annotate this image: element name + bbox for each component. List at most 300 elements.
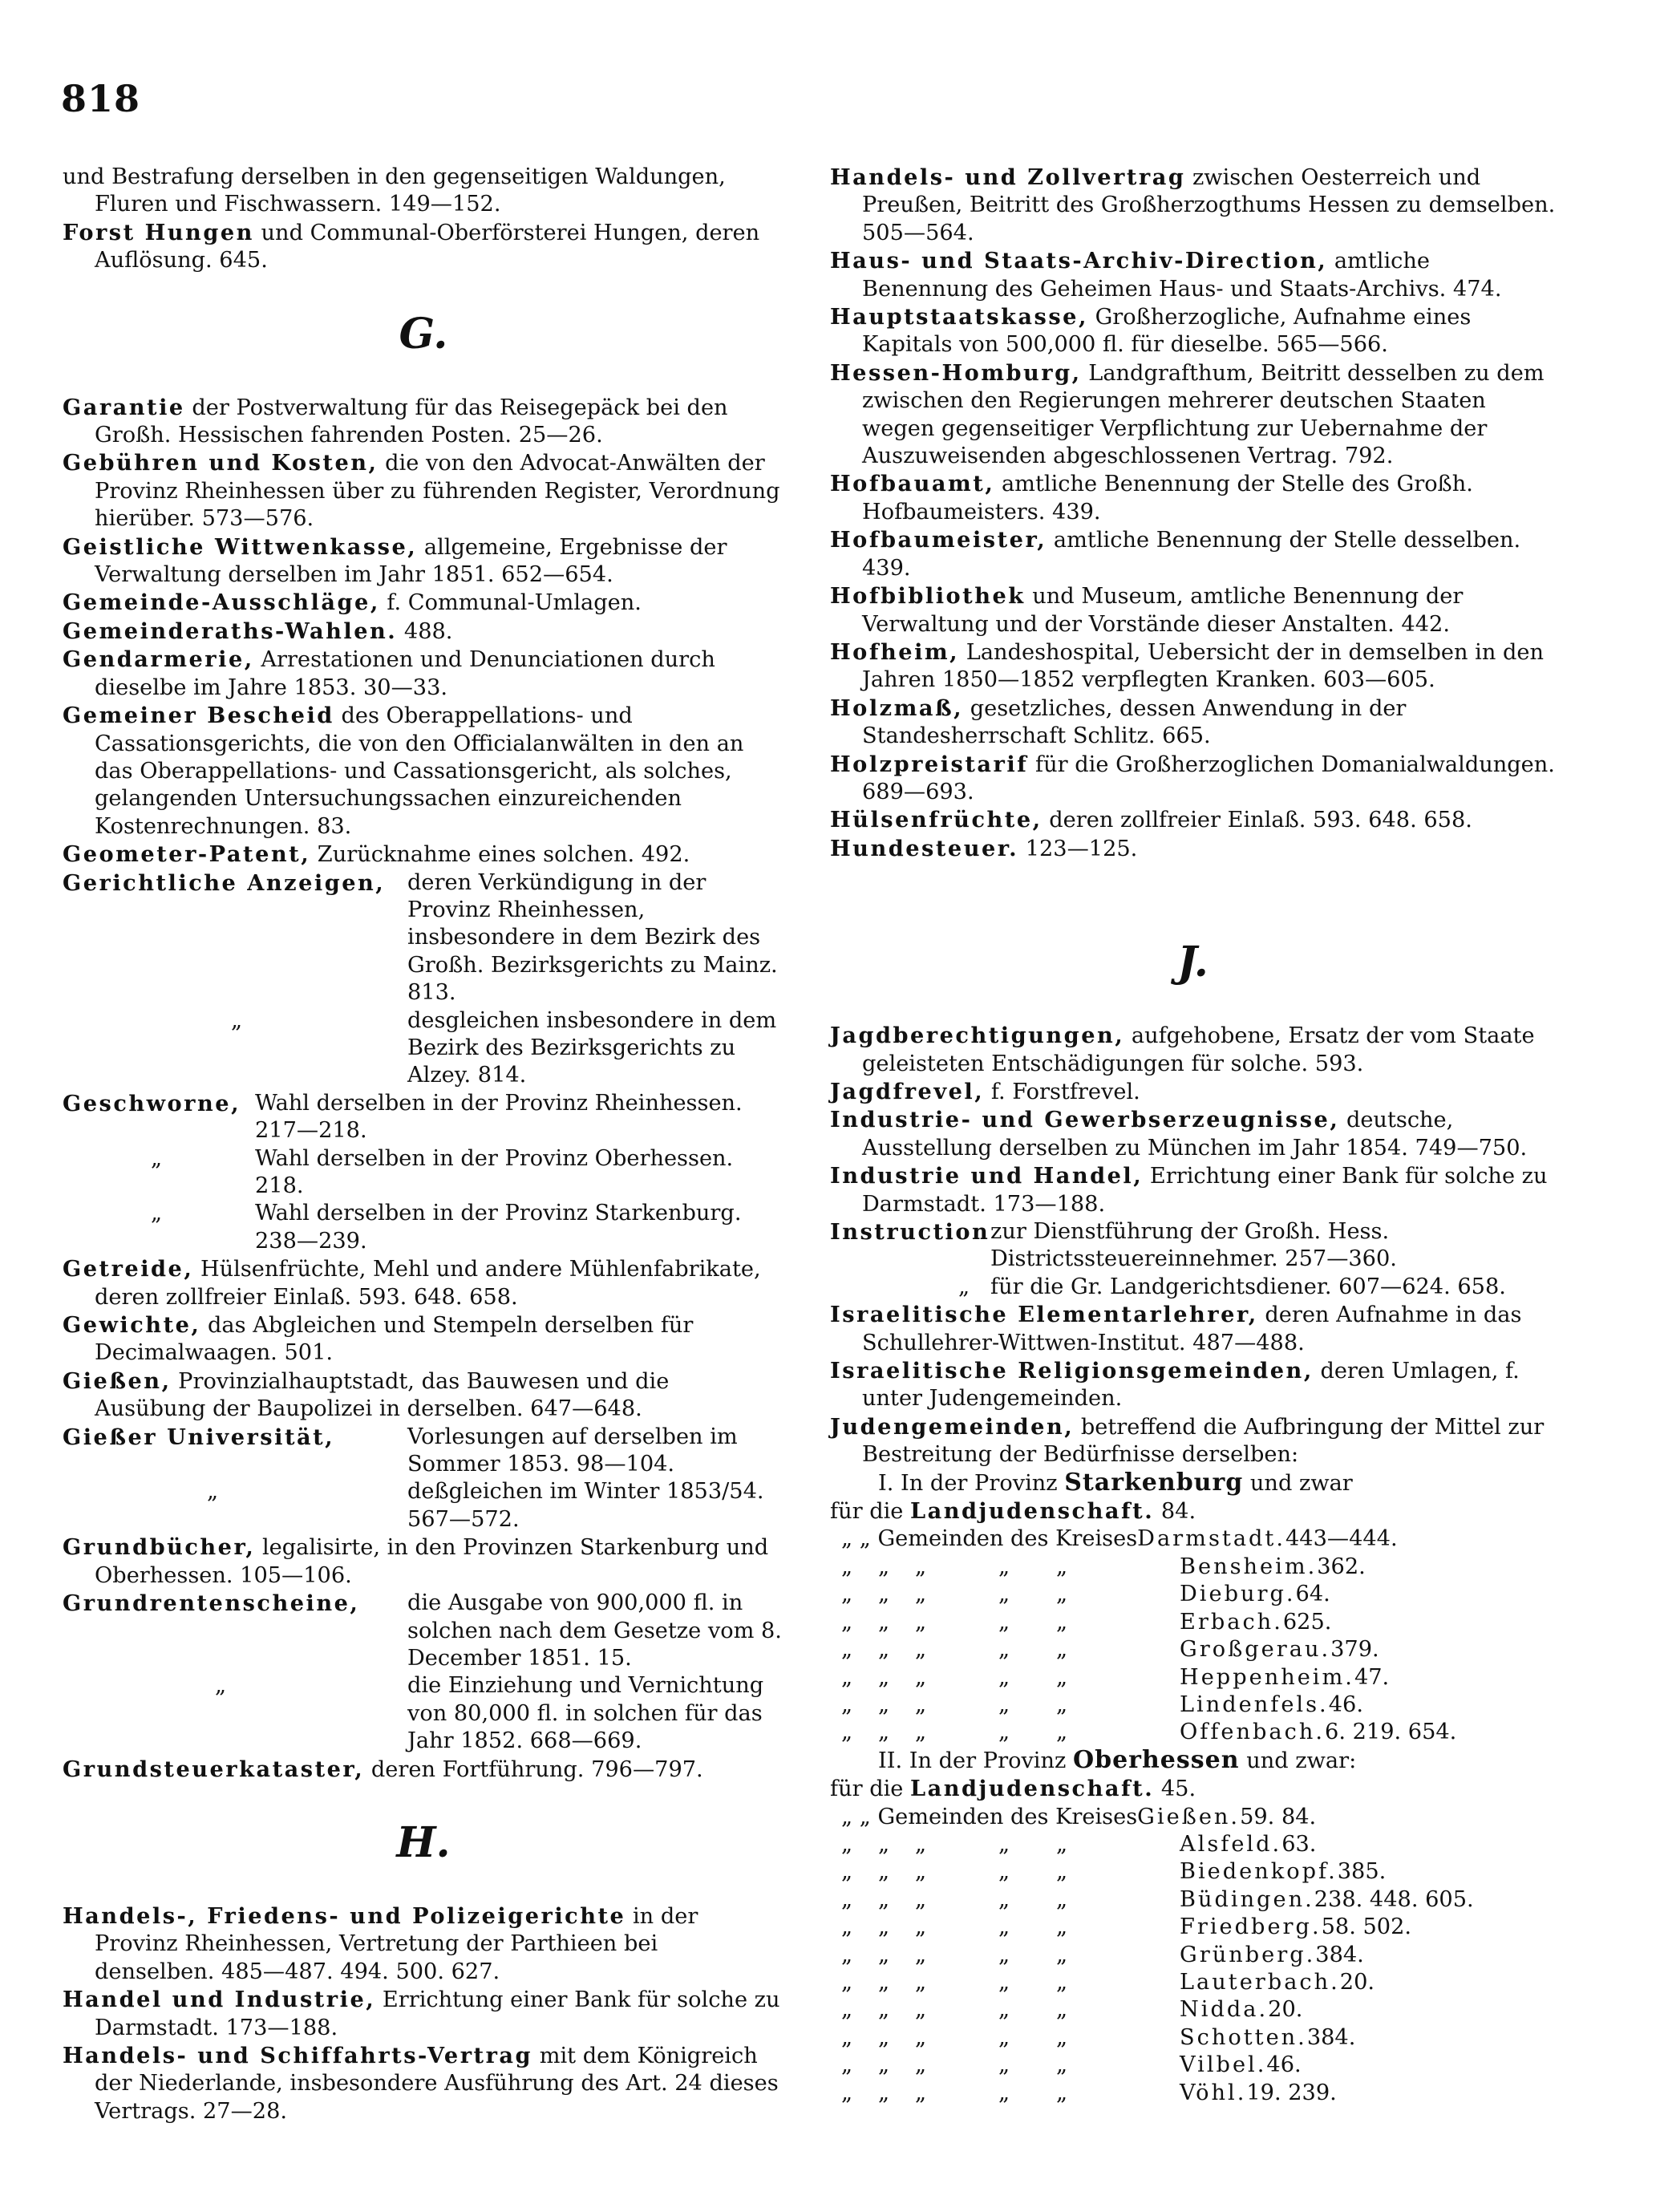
index-entry — [63, 219, 784, 275]
ditto-mark: „ — [1056, 1582, 1068, 1607]
province-intro — [830, 1469, 1556, 1497]
row-prefix: „ „ Gemeinden des Kreises — [841, 1804, 1138, 1829]
ditto-mark: „ — [915, 1637, 927, 1663]
district-list-starkenburg — [830, 1554, 1556, 1747]
entry-keyword: Hundesteuer. — [830, 835, 1019, 861]
ditto-mark: „ — [878, 1886, 890, 1912]
ditto-mark: „ — [841, 1859, 853, 1885]
entry-text: in der Provinz Rheinhessen, Vertretung der Parthieen bei denselben. 485—487. 494. 500. 627. — [95, 1903, 698, 1984]
entry-text: aufgehobene, Ersatz der vom Staate geleisteten Entschädigungen für solche. 593. — [862, 1023, 1535, 1076]
district-row — [830, 1969, 1556, 1996]
ditto-mark: „ — [998, 2080, 1010, 2105]
landjudenschaft-line — [830, 1775, 1556, 1803]
index-entry — [830, 526, 1556, 582]
entry-text: mit dem Königreich der Niederlande, insbesondere Ausführung des Art. 24 dieses Vertrags. 27—28. — [95, 2043, 779, 2124]
ditto-mark: „ — [1056, 1664, 1068, 1690]
section-heading-h: H. — [396, 1817, 451, 1867]
ditto-mark: „ — [878, 2024, 890, 2050]
entry-keyword: Handels-, Friedens- und Polizeigerichte — [63, 1902, 626, 1929]
index-subentry — [63, 1145, 784, 1201]
entry-keyword: Haus- und Staats-Archiv-Direction, — [830, 248, 1328, 274]
index-subentry — [63, 1672, 784, 1755]
district-name: Vilbel. — [1180, 2052, 1267, 2078]
ditto-mark: „ — [878, 1720, 890, 1745]
entry-text: und Museum, amtliche Benennung der Verwaltung und der Vorstände dieser Anstalten. 442. — [862, 584, 1464, 637]
entry-text: Arrestationen und Denunciationen durch dieselbe im Jahre 1853. 30—33. — [95, 647, 715, 700]
page-ref: 59. 84. — [1240, 1804, 1317, 1829]
row-indent — [1109, 1664, 1180, 1691]
ditto-mark: „ — [151, 1145, 163, 1171]
page-ref: 238. 448. 605. — [1314, 1886, 1474, 1912]
ditto-mark: „ — [998, 2052, 1010, 2078]
ditto-mark: „ — [878, 1691, 890, 1717]
entry-text: 123—125. — [1018, 836, 1138, 861]
index-entry — [830, 303, 1556, 359]
ditto-mark: „ — [841, 1691, 853, 1717]
index-entry-instruction — [830, 1218, 1556, 1274]
ditto-mark: „ — [915, 1886, 927, 1912]
ditto-mark: „ — [915, 1997, 927, 2023]
ditto-mark: „ — [878, 1969, 890, 1995]
entry-keyword: Getreide, — [63, 1256, 194, 1282]
ditto-mark: „ — [841, 1969, 853, 1995]
ditto-mark: „ — [1056, 1969, 1068, 1995]
entry-text: Wahl derselben in der Provinz Starkenburg. 238—239. — [255, 1201, 742, 1254]
index-entry: und Bestrafung derselben in den gegenseitigen Waldungen, Fluren und Fischwassern. 149—152. — [63, 164, 726, 217]
index-entry — [63, 618, 784, 646]
entry-keyword: Hofbaumeister, — [830, 527, 1047, 553]
entry-text: deren Verkündigung in der Provinz Rheinhessen, insbesondere in dem Bezirk des Großh. Bezirksgerichts zu Mainz. 813. — [407, 869, 778, 1006]
index-entry — [63, 1986, 784, 2042]
row-indent — [1109, 2024, 1180, 2052]
index-entry — [830, 247, 1556, 303]
district-name: Nidda. — [1180, 1997, 1269, 2023]
entry-text: zwischen Oesterreich und Preußen, Beitritt des Großherzogthums Hessen zu demselben. 505—564. — [862, 165, 1556, 245]
entry-keyword: Hofbauamt, — [830, 471, 995, 497]
page-ref: 46. — [1328, 1691, 1363, 1717]
ditto-mark: „ — [1056, 1637, 1068, 1663]
entry-keyword: Gerichtliche Anzeigen, — [63, 869, 386, 896]
entry-text: amtliche Benennung des Geheimen Haus- und Staats-Archivs. 474. — [862, 249, 1502, 302]
entry-keyword: Landjudenschaft. — [910, 1776, 1155, 1802]
entry-text: legalisirte, in den Provinzen Starkenburg und Oberhessen. 105—106. — [95, 1535, 769, 1588]
ditto-mark: „ — [915, 1942, 927, 1967]
ditto-mark: „ — [841, 1609, 853, 1635]
ditto-mark: „ — [878, 1637, 890, 1663]
district-row — [830, 1886, 1556, 1914]
entry-text: amtliche Benennung der Stelle des Großh. Hofbaumeisters. 439. — [862, 472, 1473, 525]
ditto-mark: „ — [1056, 1831, 1068, 1857]
entry-text: Provinzialhauptstadt, das Bauwesen und die Ausübung der Baupolizei in derselben. 647—648. — [95, 1368, 670, 1422]
entry-keyword: Hessen-Homburg, — [830, 359, 1082, 386]
entry-text: f. Forstfrevel. — [984, 1079, 1140, 1104]
ditto-mark: „ — [841, 2052, 853, 2078]
landjudenschaft-line — [830, 1497, 1556, 1525]
entry-keyword: Geometer-Patent, — [63, 841, 311, 868]
entry-keyword: Handel und Industrie, — [63, 1987, 376, 2013]
ditto-mark: „ — [998, 1582, 1010, 1607]
page-ref: 19. 239. — [1246, 2080, 1337, 2105]
index-entry — [830, 1413, 1556, 1469]
index-entry — [830, 1162, 1556, 1218]
ditto-mark: „ — [998, 1969, 1010, 1995]
entry-text: deßgleichen im Winter 1853/54. 567—572. — [407, 1479, 764, 1532]
intro-text: I. In der Provinz — [878, 1470, 1065, 1496]
district-list-oberhessen — [830, 1831, 1556, 2107]
ditto-mark: „ — [1056, 1691, 1068, 1717]
entry-keyword: Holzpreistarif — [830, 751, 1029, 777]
entry-keyword: Grundrentenscheine, — [63, 1590, 360, 1617]
entry-keyword: Landjudenschaft. — [910, 1498, 1155, 1525]
ditto-mark: „ — [998, 1914, 1010, 1940]
district-row — [830, 1664, 1556, 1691]
ditto-mark: „ — [915, 1859, 927, 1885]
index-subentry — [63, 1478, 784, 1533]
index-entry — [63, 1533, 784, 1590]
district-name: Biedenkopf. — [1180, 1859, 1338, 1885]
ditto-mark: „ — [915, 1691, 927, 1717]
row-indent — [1109, 2052, 1180, 2079]
entry-text: 488. — [397, 618, 453, 644]
index-entry — [830, 582, 1556, 638]
district-row — [830, 2052, 1556, 2079]
ditto-mark: „ — [878, 1859, 890, 1885]
entry-text: Großherzogliche, Aufnahme eines Kapitals von 500,000 fl. für dieselbe. 565—566. — [862, 305, 1472, 358]
ditto-mark: „ — [878, 1831, 890, 1857]
ditto-mark: „ — [1056, 1859, 1068, 1885]
index-entry-universitaet — [63, 1424, 784, 1479]
district-name: Erbach. — [1180, 1609, 1283, 1635]
index-entry — [830, 1357, 1556, 1413]
page-ref: 47. — [1354, 1664, 1390, 1690]
district-name: Darmstadt. — [1137, 1526, 1285, 1552]
ditto-mark: „ — [841, 1914, 853, 1940]
page-ref: 385. — [1337, 1859, 1387, 1885]
ditto-mark: „ — [878, 1942, 890, 1967]
line-text: für die — [830, 1776, 911, 1802]
ditto-mark: „ — [878, 1554, 890, 1579]
index-entry — [63, 2042, 784, 2125]
page-ref: 45. — [1154, 1776, 1196, 1802]
district-name: Vöhl. — [1180, 2080, 1247, 2105]
ditto-mark: „ — [998, 1554, 1010, 1579]
page-number: 818 — [61, 77, 141, 120]
district-row — [830, 1831, 1556, 1858]
ditto-mark: „ — [998, 1997, 1010, 2023]
page-ref: 20. — [1268, 1997, 1303, 2023]
entry-keyword: Judengemeinden, — [830, 1413, 1075, 1440]
index-entry-grundrenten — [63, 1590, 784, 1672]
page-ref: 443—444. — [1285, 1526, 1398, 1552]
entry-text: amtliche Benennung der Stelle desselben. 439. — [862, 528, 1521, 581]
district-row — [830, 1804, 1556, 1831]
ditto-mark: „ — [915, 1554, 927, 1579]
district-row — [830, 1554, 1556, 1581]
entry-text: deren Umlagen, f. unter Judengemeinden. — [862, 1359, 1520, 1412]
entry-keyword: Hofheim, — [830, 638, 960, 665]
index-entry-geschworne — [63, 1090, 784, 1145]
entry-keyword: Forst Hungen — [63, 219, 254, 245]
district-name: Friedberg. — [1180, 1914, 1322, 1940]
intro-text: und zwar — [1243, 1470, 1353, 1496]
index-entry — [63, 449, 784, 533]
index-entry — [830, 1301, 1556, 1357]
index-entry — [63, 702, 784, 841]
ditto-mark: „ — [998, 1609, 1010, 1635]
district-name: Dieburg. — [1180, 1582, 1296, 1607]
entry-keyword: Grundbücher, — [63, 1534, 256, 1561]
ditto-mark: „ — [878, 2052, 890, 2078]
index-entry — [830, 835, 1556, 863]
page-ref: 379. — [1330, 1637, 1379, 1663]
district-name: Großgerau. — [1180, 1637, 1331, 1663]
entry-text: Errichtung einer Bank für solche zu Darmstadt. 173—188. — [862, 1164, 1548, 1217]
entry-text: die von den Advocat-Anwälten der Provinz Rheinhessen über zu führenden Register, Verordnung hierüber. 573—576. — [95, 451, 780, 532]
province-name: Oberhessen — [1072, 1745, 1240, 1774]
entry-text: Errichtung einer Bank für solche zu Darmstadt. 173—188. — [95, 1987, 780, 2040]
district-name: Bensheim. — [1180, 1554, 1318, 1579]
ditto-mark: „ — [151, 1201, 163, 1226]
entry-text: Hülsenfrüchte, Mehl und andere Mühlenfabrikate, deren zollfreier Einlaß. 593. 648. 658. — [95, 1257, 761, 1310]
entry-keyword: Jagdfrevel, — [830, 1078, 985, 1104]
index-entry — [830, 470, 1556, 526]
ditto-mark: „ — [207, 1479, 219, 1505]
district-row — [830, 1691, 1556, 1719]
district-name: Lauterbach. — [1180, 1969, 1340, 1995]
entry-text: allgemeine, Ergebnisse der Verwaltung derselben im Jahr 1851. 652—654. — [95, 534, 727, 588]
entry-text: das Abgleichen und Stempeln derselben für Decimalwaagen. 501. — [95, 1313, 694, 1366]
page-ref: 64. — [1295, 1582, 1330, 1607]
index-entry — [830, 695, 1556, 751]
entry-keyword: Hofbibliothek — [830, 583, 1026, 610]
entry-text: Wahl derselben in der Provinz Oberhessen. 218. — [255, 1145, 734, 1198]
entry-keyword: Hauptstaatskasse, — [830, 304, 1088, 330]
district-name: Heppenheim. — [1180, 1664, 1354, 1690]
ditto-mark: „ — [998, 1942, 1010, 1967]
page-ref: 58. 502. — [1321, 1914, 1412, 1940]
entry-text: deutsche, Ausstellung derselben zu München im Jahr 1854. 749—750. — [862, 1108, 1528, 1161]
ditto-mark: „ — [1056, 2052, 1068, 2078]
index-entry-gerichtliche — [63, 869, 784, 1007]
row-indent — [1109, 1554, 1180, 1581]
ditto-mark: „ — [231, 1007, 243, 1033]
entry-keyword: Industrie- und Gewerbserzeugnisse, — [830, 1107, 1340, 1133]
page-ref: 84. — [1154, 1499, 1196, 1525]
row-indent — [1109, 1581, 1180, 1608]
index-subentry — [63, 1007, 784, 1090]
row-indent — [1109, 1996, 1180, 2024]
page-ref: 384. — [1315, 1942, 1364, 1967]
entry-keyword: Gebühren und Kosten, — [63, 450, 379, 476]
index-entry — [63, 1255, 784, 1311]
entry-keyword: Gemeinde-Ausschläge, — [63, 589, 380, 616]
province-name: Starkenburg — [1064, 1468, 1244, 1497]
district-row — [830, 1609, 1556, 1636]
ditto-mark: „ — [841, 1886, 853, 1912]
row-indent — [1109, 1858, 1180, 1886]
index-entry — [63, 841, 784, 869]
page-ref: 6. 219. 654. — [1325, 1720, 1457, 1745]
ditto-mark: „ — [998, 1691, 1010, 1717]
index-entry — [63, 589, 784, 617]
entry-text: des Oberappellations- und Cassationsgerichts, die von den Officialanwälten in den an das Oberappellations- und Cassationsgericht, als solches, gelangenden Untersuchungssachen einzureichenden Kostenrechnungen. 83. — [95, 703, 744, 839]
index-entry — [830, 1022, 1556, 1078]
entry-text: Wahl derselben in der Provinz Rheinhessen. 217—218. — [255, 1090, 743, 1144]
ditto-mark: „ — [915, 1664, 927, 1690]
entry-text: der Postverwaltung für das Reisegepäck bei den Großh. Hessischen fahrenden Posten. 25—26. — [95, 395, 728, 448]
entry-text: betreffend die Aufbringung der Mittel zur Bestreitung der Bedürfnisse derselben: — [862, 1414, 1545, 1468]
index-entry — [63, 394, 784, 450]
ditto-mark: „ — [841, 1720, 853, 1745]
entry-keyword: Gewichte, — [63, 1312, 201, 1339]
ditto-mark: „ — [998, 1637, 1010, 1663]
ditto-mark: „ — [915, 1914, 927, 1940]
row-indent — [1109, 1886, 1180, 1914]
district-name: Büdingen. — [1180, 1886, 1314, 1912]
district-name: Lindenfels. — [1180, 1691, 1329, 1717]
entry-keyword: Geschworne, — [63, 1090, 241, 1116]
page-ref: 63. — [1281, 1831, 1317, 1857]
index-entry — [63, 646, 784, 702]
row-prefix: „ „ Gemeinden des Kreises — [841, 1526, 1138, 1552]
spacer — [830, 863, 1556, 938]
entry-text: f. Communal-Umlagen. — [379, 590, 642, 616]
entry-text: desgleichen insbesondere in dem Bezirk des Bezirksgerichts zu Alzey. 814. — [407, 1007, 777, 1088]
ditto-mark: „ — [958, 1274, 970, 1299]
ditto-mark: „ — [1056, 1609, 1068, 1635]
index-entry — [830, 806, 1556, 834]
ditto-mark: „ — [998, 2024, 1010, 2050]
ditto-mark: „ — [1056, 2024, 1068, 2050]
row-indent — [1109, 1942, 1180, 1969]
index-entry — [830, 638, 1556, 695]
ditto-mark: „ — [841, 1997, 853, 2023]
right-column — [830, 164, 1556, 2107]
ditto-mark: „ — [998, 1886, 1010, 1912]
row-indent — [1109, 1636, 1180, 1663]
row-indent — [1109, 1691, 1180, 1719]
entry-text: Vorlesungen auf derselben im Sommer 1853. 98—104. — [407, 1424, 738, 1477]
ditto-mark: „ — [915, 2024, 927, 2050]
ditto-mark: „ — [841, 1664, 853, 1690]
ditto-mark: „ — [841, 1942, 853, 1967]
entry-text: Landgrafthum, Beitritt desselben zu dem zwischen den Regierungen mehrerer deutschen Staaten wegen gegenseitiger Verpflichtung zur Uebernahme der Auszuweisenden abgeschlossenen Vertrag. 792. — [862, 360, 1545, 469]
row-indent — [1109, 1719, 1180, 1746]
ditto-mark: „ — [998, 1720, 1010, 1745]
section-heading-j: J. — [1177, 938, 1209, 987]
index-subentry — [830, 1274, 1556, 1301]
page-ref: 384. — [1306, 2024, 1356, 2050]
district-row — [830, 1636, 1556, 1663]
district-name: Grünberg. — [1180, 1942, 1316, 1967]
index-entry — [63, 1367, 784, 1424]
ditto-mark: „ — [878, 1997, 890, 2023]
district-row — [830, 1914, 1556, 1941]
district-name: Offenbach. — [1180, 1720, 1326, 1745]
entry-text: deren Fortführung. 796—797. — [364, 1756, 703, 1782]
ditto-mark: „ — [878, 1664, 890, 1690]
ditto-mark: „ — [1056, 1997, 1068, 2023]
entry-keyword: Gießen, — [63, 1367, 172, 1394]
ditto-mark: „ — [878, 1914, 890, 1940]
entry-text: deren Aufnahme in das Schullehrer-Wittwen-Institut. 487—488. — [862, 1302, 1522, 1355]
entry-keyword: Geistliche Wittwenkasse, — [63, 533, 418, 560]
line-text: für die — [830, 1499, 911, 1525]
district-name: Alsfeld. — [1180, 1831, 1282, 1857]
entry-text: für die Großherzoglichen Domanialwaldungen. 689—693. — [862, 752, 1555, 804]
index-entry — [63, 533, 784, 589]
ditto-mark: „ — [878, 1609, 890, 1635]
index-entry — [63, 1311, 784, 1367]
section-heading-g: G. — [399, 309, 448, 359]
ditto-mark: „ — [1056, 1554, 1068, 1579]
ditto-mark: „ — [1056, 1720, 1068, 1745]
district-name: Gießen. — [1137, 1804, 1241, 1829]
district-row — [830, 1581, 1556, 1608]
index-subentry — [63, 1200, 784, 1255]
entry-keyword: Gemeinderaths-Wahlen. — [63, 618, 398, 644]
ditto-mark: „ — [841, 1554, 853, 1579]
entry-keyword: Jagdberechtigungen, — [830, 1023, 1125, 1049]
ditto-mark: „ — [915, 2080, 927, 2105]
ditto-mark: „ — [841, 1582, 853, 1607]
ditto-mark: „ — [1056, 2080, 1068, 2105]
page-ref: 625. — [1282, 1609, 1332, 1635]
ditto-mark: „ — [878, 1582, 890, 1607]
entry-keyword: Gießer Universität, — [63, 1424, 335, 1450]
entry-keyword: Handels- und Schiffahrts-Vertrag — [63, 2042, 533, 2068]
entry-keyword: Israelitische Religionsgemeinden, — [830, 1358, 1314, 1384]
entry-keyword: Grundsteuerkataster, — [63, 1756, 365, 1782]
district-name: Schotten. — [1180, 2024, 1307, 2050]
entry-text: die Ausgabe von 900,000 fl. in solchen nach dem Gesetze vom 8. December 1851. 15. — [407, 1590, 782, 1671]
entry-keyword: Instruction — [830, 1219, 990, 1245]
intro-text: II. In der Provinz — [878, 1748, 1073, 1773]
entry-keyword: Gemeiner Bescheid — [63, 703, 334, 729]
index-entry — [830, 751, 1556, 807]
ditto-mark: „ — [915, 1831, 927, 1857]
row-indent — [1109, 1969, 1180, 1996]
district-row — [830, 1858, 1556, 1886]
entry-text: Landeshospital, Uebersicht der in demselben in den Jahren 1850—1852 verpflegten Kranken. 603—605. — [862, 639, 1544, 693]
ditto-mark: „ — [915, 2052, 927, 2078]
ditto-mark: „ — [998, 1664, 1010, 1690]
ditto-mark: „ — [915, 1720, 927, 1745]
entry-keyword: Gendarmerie, — [63, 646, 254, 673]
page-ref: 362. — [1317, 1554, 1366, 1579]
ditto-mark: „ — [1056, 1942, 1068, 1967]
entry-text: zur Dienstführung der Großh. Hess. Districtssteuereinnehmer. 257—360. — [990, 1219, 1397, 1272]
entry-keyword: Industrie und Handel, — [830, 1163, 1144, 1189]
entry-keyword: Holzmaß, — [830, 695, 964, 721]
index-entry — [63, 1902, 784, 1986]
intro-text: und zwar: — [1239, 1748, 1357, 1773]
row-indent — [1109, 1609, 1180, 1636]
ditto-mark: „ — [915, 1969, 927, 1995]
district-row — [830, 2080, 1556, 2107]
district-row — [830, 1525, 1556, 1553]
province-intro — [830, 1747, 1556, 1775]
ditto-mark: „ — [1056, 1886, 1068, 1912]
entry-text: die Einziehung und Vernichtung von 80,000 fl. in solchen für das Jahr 1852. 668—669. — [407, 1673, 764, 1754]
row-indent — [1109, 1914, 1180, 1941]
row-indent — [1109, 2080, 1180, 2107]
index-entry — [830, 1078, 1556, 1106]
entry-keyword: Handels- und Zollvertrag — [830, 164, 1186, 190]
ditto-mark: „ — [878, 2080, 890, 2105]
district-row — [830, 1719, 1556, 1746]
entry-text: deren zollfreier Einlaß. 593. 648. 658. — [1042, 808, 1472, 833]
